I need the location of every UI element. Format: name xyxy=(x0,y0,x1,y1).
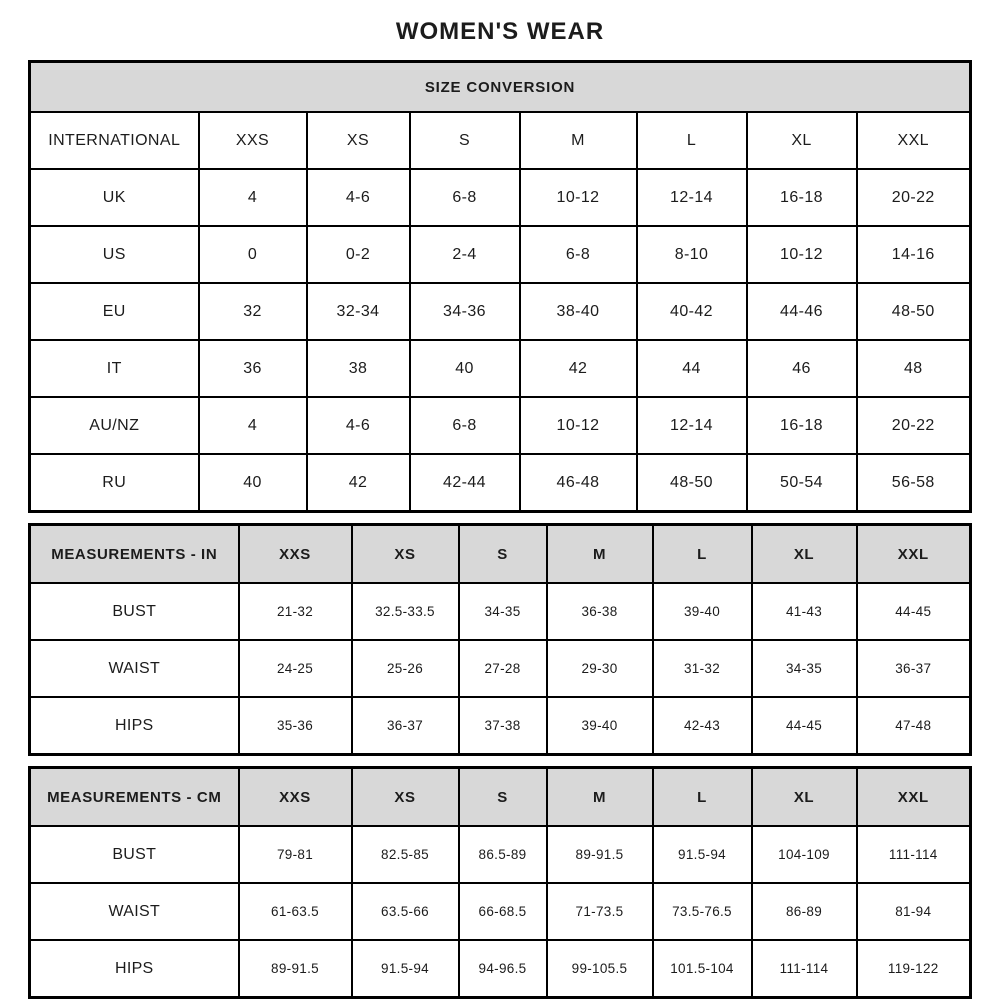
table-cell: 34-36 xyxy=(410,283,520,340)
table-cell: 42-43 xyxy=(653,697,752,755)
table-cell: 39-40 xyxy=(547,697,653,755)
measurements-in-header-row xyxy=(30,525,971,584)
table-row-waist-in xyxy=(30,640,971,697)
size-header: XL xyxy=(752,768,857,827)
size-header: XXS xyxy=(239,768,352,827)
table-cell: 44-46 xyxy=(747,283,857,340)
table-cell: 10-12 xyxy=(520,169,637,226)
table-cell: 10-12 xyxy=(747,226,857,283)
size-header: XXL xyxy=(857,525,971,584)
table-cell: 29-30 xyxy=(547,640,653,697)
table-cell: 46 xyxy=(747,340,857,397)
table-cell: 73.5-76.5 xyxy=(653,883,752,940)
table-row-it xyxy=(30,340,971,397)
table-cell: 44-45 xyxy=(752,697,857,755)
table-cell: 0 xyxy=(199,226,307,283)
table-cell: 37-38 xyxy=(459,697,547,755)
table-row-aunz xyxy=(30,397,971,454)
table-cell: 24-25 xyxy=(239,640,352,697)
table-cell: 4 xyxy=(199,169,307,226)
table-cell: 38-40 xyxy=(520,283,637,340)
table-cell: 94-96.5 xyxy=(459,940,547,998)
table-cell: 81-94 xyxy=(857,883,971,940)
size-header: M xyxy=(547,768,653,827)
table-row-eu xyxy=(30,283,971,340)
table-cell: 25-26 xyxy=(352,640,459,697)
table-row-us xyxy=(30,226,971,283)
table-cell: 20-22 xyxy=(857,169,971,226)
table-cell: 104-109 xyxy=(752,826,857,883)
size-header: S xyxy=(459,525,547,584)
row-label: HIPS xyxy=(30,697,239,755)
table-cell: 89-91.5 xyxy=(547,826,653,883)
table-cell: 38 xyxy=(307,340,410,397)
table-cell: 119-122 xyxy=(857,940,971,998)
table-cell: 36-37 xyxy=(857,640,971,697)
measurements-cm-header: MEASUREMENTS - CM xyxy=(30,768,239,827)
size-header: S xyxy=(459,768,547,827)
table-cell: 71-73.5 xyxy=(547,883,653,940)
table-row-hips-in xyxy=(30,697,971,755)
table-cell: 14-16 xyxy=(857,226,971,283)
row-label: AU/NZ xyxy=(30,397,199,454)
table-cell: 16-18 xyxy=(747,397,857,454)
table-cell: 6-8 xyxy=(520,226,637,283)
table-cell: 12-14 xyxy=(637,169,747,226)
row-label: WAIST xyxy=(30,640,239,697)
table-cell: 32 xyxy=(199,283,307,340)
table-cell: 32.5-33.5 xyxy=(352,583,459,640)
table-cell: 40 xyxy=(199,454,307,512)
table-cell: 111-114 xyxy=(752,940,857,998)
row-label: RU xyxy=(30,454,199,512)
table-cell: 40 xyxy=(410,340,520,397)
table-cell: 6-8 xyxy=(410,397,520,454)
table-cell: 36-38 xyxy=(547,583,653,640)
table-row-bust-in xyxy=(30,583,971,640)
table-cell: 86.5-89 xyxy=(459,826,547,883)
table-cell: 8-10 xyxy=(637,226,747,283)
size-conversion-title-row xyxy=(30,62,971,113)
table-cell: 91.5-94 xyxy=(352,940,459,998)
table-cell: 44 xyxy=(637,340,747,397)
size-header: L xyxy=(653,768,752,827)
table-cell: 46-48 xyxy=(520,454,637,512)
table-cell: 35-36 xyxy=(239,697,352,755)
row-label: US xyxy=(30,226,199,283)
column-header: XL xyxy=(747,112,857,169)
table-cell: 6-8 xyxy=(410,169,520,226)
table-cell: 82.5-85 xyxy=(352,826,459,883)
table-cell: 66-68.5 xyxy=(459,883,547,940)
table-cell: 101.5-104 xyxy=(653,940,752,998)
table-cell: 63.5-66 xyxy=(352,883,459,940)
table-cell: 36 xyxy=(199,340,307,397)
table-row-uk xyxy=(30,169,971,226)
table-cell: 61-63.5 xyxy=(239,883,352,940)
row-label: EU xyxy=(30,283,199,340)
table-cell: 20-22 xyxy=(857,397,971,454)
table-cell: 50-54 xyxy=(747,454,857,512)
table-cell: 86-89 xyxy=(752,883,857,940)
table-cell: 79-81 xyxy=(239,826,352,883)
table-cell: 4-6 xyxy=(307,169,410,226)
table-cell: 4-6 xyxy=(307,397,410,454)
page-title: WOMEN'S WEAR xyxy=(395,18,605,45)
table-cell: 42 xyxy=(520,340,637,397)
table-cell: 4 xyxy=(199,397,307,454)
measurements-in-header: MEASUREMENTS - IN xyxy=(30,525,239,584)
table-cell: 89-91.5 xyxy=(239,940,352,998)
row-label: HIPS xyxy=(30,940,239,998)
row-label: WAIST xyxy=(30,883,239,940)
size-header: XS xyxy=(352,768,459,827)
table-cell: 42-44 xyxy=(410,454,520,512)
column-header: L xyxy=(637,112,747,169)
table-cell: 34-35 xyxy=(752,640,857,697)
table-cell: 56-58 xyxy=(857,454,971,512)
table-cell: 44-45 xyxy=(857,583,971,640)
table-cell: 111-114 xyxy=(857,826,971,883)
table-cell: 27-28 xyxy=(459,640,547,697)
size-header: M xyxy=(547,525,653,584)
size-conversion-table xyxy=(28,60,972,513)
row-label: IT xyxy=(30,340,199,397)
table-cell: 31-32 xyxy=(653,640,752,697)
column-header: XS xyxy=(307,112,410,169)
row-label: UK xyxy=(30,169,199,226)
column-header-row xyxy=(30,112,971,169)
table-cell: 10-12 xyxy=(520,397,637,454)
table-cell: 32-34 xyxy=(307,283,410,340)
table-cell: 99-105.5 xyxy=(547,940,653,998)
row-label: BUST xyxy=(30,826,239,883)
column-header: S xyxy=(410,112,520,169)
column-header: M xyxy=(520,112,637,169)
table-cell: 12-14 xyxy=(637,397,747,454)
table-cell: 48-50 xyxy=(637,454,747,512)
size-conversion-header: SIZE CONVERSION xyxy=(30,62,971,113)
column-header: INTERNATIONAL xyxy=(30,112,199,169)
size-header: L xyxy=(653,525,752,584)
table-cell: 91.5-94 xyxy=(653,826,752,883)
size-header: XS xyxy=(352,525,459,584)
table-cell: 40-42 xyxy=(637,283,747,340)
size-header: XXS xyxy=(239,525,352,584)
table-cell: 16-18 xyxy=(747,169,857,226)
table-row-waist-cm xyxy=(30,883,971,940)
table-cell: 48 xyxy=(857,340,971,397)
table-cell: 48-50 xyxy=(857,283,971,340)
table-cell: 42 xyxy=(307,454,410,512)
size-header: XXL xyxy=(857,768,971,827)
measurements-cm-table xyxy=(28,766,972,999)
table-cell: 21-32 xyxy=(239,583,352,640)
table-cell: 41-43 xyxy=(752,583,857,640)
column-header: XXS xyxy=(199,112,307,169)
table-cell: 36-37 xyxy=(352,697,459,755)
size-header: XL xyxy=(752,525,857,584)
measurements-in-table xyxy=(28,523,972,756)
table-row-hips-cm xyxy=(30,940,971,998)
table-cell: 2-4 xyxy=(410,226,520,283)
table-cell: 34-35 xyxy=(459,583,547,640)
table-cell: 39-40 xyxy=(653,583,752,640)
measurements-cm-header-row xyxy=(30,768,971,827)
column-header: XXL xyxy=(857,112,971,169)
table-row-ru xyxy=(30,454,971,512)
table-cell: 47-48 xyxy=(857,697,971,755)
table-cell: 0-2 xyxy=(307,226,410,283)
row-label: BUST xyxy=(30,583,239,640)
table-row-bust-cm xyxy=(30,826,971,883)
